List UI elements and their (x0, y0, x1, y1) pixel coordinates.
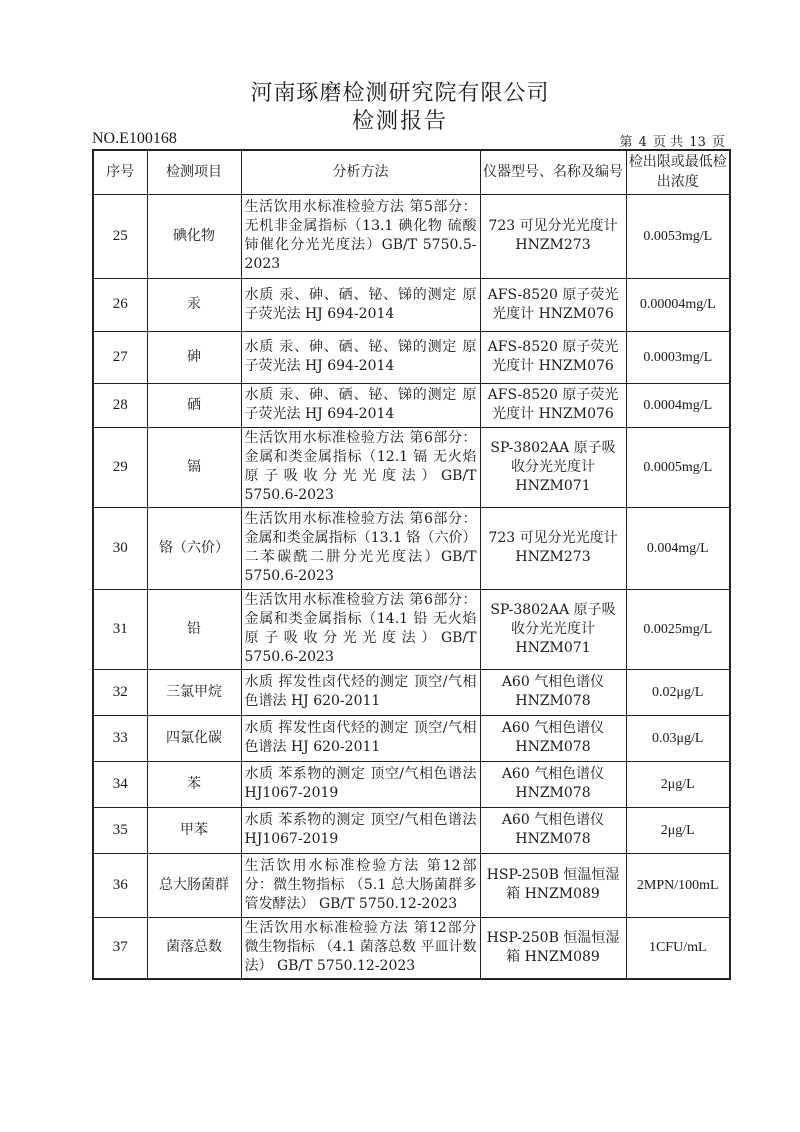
cell-detection-limit: 1CFU/mL (626, 917, 730, 979)
table-row (93, 507, 730, 589)
cell-test-item: 苯 (147, 761, 241, 807)
cell-instrument: A60 气相色谱仪 HNZM078 (480, 669, 626, 715)
cell-sequence-no: 35 (93, 807, 147, 853)
cell-test-item: 三氯甲烷 (147, 669, 241, 715)
cell-detection-limit: 0.004mg/L (626, 507, 730, 589)
cell-detection-limit: 2μg/L (626, 761, 730, 807)
cell-sequence-no: 25 (93, 194, 147, 278)
cell-instrument: A60 气相色谱仪 HNZM078 (480, 761, 626, 807)
cell-test-item: 镉 (147, 427, 241, 507)
column-header-no: 序号 (93, 150, 147, 194)
cell-sequence-no: 27 (93, 331, 147, 383)
cell-instrument: AFS-8520 原子荧光光度计 HNZM076 (480, 383, 626, 427)
cell-instrument: 723 可见分光光度计 HNZM273 (480, 507, 626, 589)
column-header-method: 分析方法 (241, 150, 480, 194)
column-header-instrument: 仪器型号、名称及编号 (480, 150, 626, 194)
cell-sequence-no: 30 (93, 507, 147, 589)
table-row (93, 917, 730, 979)
cell-detection-limit: 0.00004mg/L (626, 278, 730, 331)
cell-detection-limit: 0.0003mg/L (626, 331, 730, 383)
cell-analysis-method: 生活饮用水标准检验方法 第12部分 微生物指标 （4.1 菌落总数 平皿计数法） GB/T 5750.12-2023 (241, 917, 480, 979)
cell-test-item: 铬（六价） (147, 507, 241, 589)
cell-sequence-no: 28 (93, 383, 147, 427)
cell-test-item: 硒 (147, 383, 241, 427)
cell-analysis-method: 生活饮用水标准检验方法 第6部分：金属和类金属指标（14.1 铅 无火焰原子吸收分光光度法）GB/T 5750.6-2023 (241, 589, 480, 669)
organization-name: 河南琢磨检测研究院有限公司 (250, 81, 550, 106)
cell-instrument: A60 气相色谱仪 HNZM078 (480, 715, 626, 761)
cell-sequence-no: 33 (93, 715, 147, 761)
cell-sequence-no: 34 (93, 761, 147, 807)
cell-analysis-method: 生活饮用水标准检验方法 第5部分：无机非金属指标（13.1 碘化物 硫酸铈催化分光光度法）GB/T 5750.5-2023 (241, 194, 480, 278)
page-total: 13 (689, 135, 706, 150)
table-row (93, 807, 730, 853)
cell-sequence-no: 29 (93, 427, 147, 507)
column-header-item: 检测项目 (147, 150, 241, 194)
cell-analysis-method: 生活饮用水标准检验方法 第12部分：微生物指标 （5.1 总大肠菌群多管发酵法） GB/T 5750.12-2023 (241, 853, 480, 917)
table-row (93, 761, 730, 807)
table-row (93, 715, 730, 761)
cell-test-item: 砷 (147, 331, 241, 383)
results-table (92, 149, 731, 980)
cell-analysis-method: 水质 挥发性卤代烃的测定 顶空/气相色谱法 HJ 620-2011 (241, 669, 480, 715)
cell-detection-limit: 2MPN/100mL (626, 853, 730, 917)
table-row (93, 427, 730, 507)
page-current: 4 (638, 135, 647, 150)
cell-instrument: A60 气相色谱仪 HNZM078 (480, 807, 626, 853)
page-mid: 页 共 (653, 135, 684, 150)
column-header-limit: 检出限或最低检出浓度 (626, 150, 730, 194)
table-row (93, 383, 730, 427)
cell-instrument: HSP-250B 恒温恒湿箱 HNZM089 (480, 917, 626, 979)
cell-detection-limit: 0.0025mg/L (626, 589, 730, 669)
cell-detection-limit: 2μg/L (626, 807, 730, 853)
cell-instrument: AFS-8520 原子荧光光度计 HNZM076 (480, 278, 626, 331)
cell-instrument: SP-3802AA 原子吸收分光光度计 HNZM071 (480, 589, 626, 669)
cell-instrument: HSP-250B 恒温恒湿箱 HNZM089 (480, 853, 626, 917)
cell-analysis-method: 生活饮用水标准检验方法 第6部分：金属和类金属指标（13.1 铬（六价）二苯碳酰二肼分光光度法）GB/T 5750.6-2023 (241, 507, 480, 589)
cell-instrument: 723 可见分光光度计 HNZM273 (480, 194, 626, 278)
report-number: NO.E100168 (92, 130, 177, 147)
cell-analysis-method: 水质 苯系物的测定 顶空/气相色谱法 HJ1067-2019 (241, 807, 480, 853)
cell-test-item: 汞 (147, 278, 241, 331)
table-row (93, 853, 730, 917)
cell-analysis-method: 水质 苯系物的测定 顶空/气相色谱法 HJ1067-2019 (241, 761, 480, 807)
cell-detection-limit: 0.0004mg/L (626, 383, 730, 427)
cell-sequence-no: 26 (93, 278, 147, 331)
report-title: 检测报告 (351, 109, 448, 134)
cell-sequence-no: 32 (93, 669, 147, 715)
cell-test-item: 铅 (147, 589, 241, 669)
cell-analysis-method: 水质 汞、砷、硒、铋、锑的测定 原子荧光法 HJ 694-2014 (241, 331, 480, 383)
page-suffix: 页 (711, 135, 725, 150)
table-row (93, 669, 730, 715)
cell-instrument: SP-3802AA 原子吸收分光光度计 HNZM071 (480, 427, 626, 507)
cell-analysis-method: 水质 汞、砷、硒、铋、锑的测定 原子荧光法 HJ 694-2014 (241, 383, 480, 427)
table-header-row (93, 150, 730, 194)
table-row (93, 278, 730, 331)
page-indicator (618, 131, 726, 150)
cell-analysis-method: 水质 汞、砷、硒、铋、锑的测定 原子荧光法 HJ 694-2014 (241, 278, 480, 331)
cell-detection-limit: 0.0053mg/L (626, 194, 730, 278)
cell-test-item: 总大肠菌群 (147, 853, 241, 917)
cell-test-item: 四氯化碳 (147, 715, 241, 761)
table-row (93, 194, 730, 278)
page-prefix: 第 (619, 135, 633, 150)
cell-test-item: 甲苯 (147, 807, 241, 853)
cell-sequence-no: 36 (93, 853, 147, 917)
cell-analysis-method: 生活饮用水标准检验方法 第6部分：金属和类金属指标（12.1 镉 无火焰原子吸收分光光度法）GB/T 5750.6-2023 (241, 427, 480, 507)
cell-test-item: 碘化物 (147, 194, 241, 278)
cell-instrument: AFS-8520 原子荧光光度计 HNZM076 (480, 331, 626, 383)
cell-test-item: 菌落总数 (147, 917, 241, 979)
table-row (93, 331, 730, 383)
cell-detection-limit: 0.0005mg/L (626, 427, 730, 507)
cell-sequence-no: 31 (93, 589, 147, 669)
cell-sequence-no: 37 (93, 917, 147, 979)
cell-detection-limit: 0.02μg/L (626, 669, 730, 715)
cell-analysis-method: 水质 挥发性卤代烃的测定 顶空/气相色谱法 HJ 620-2011 (241, 715, 480, 761)
table-row (93, 589, 730, 669)
cell-detection-limit: 0.03μg/L (626, 715, 730, 761)
